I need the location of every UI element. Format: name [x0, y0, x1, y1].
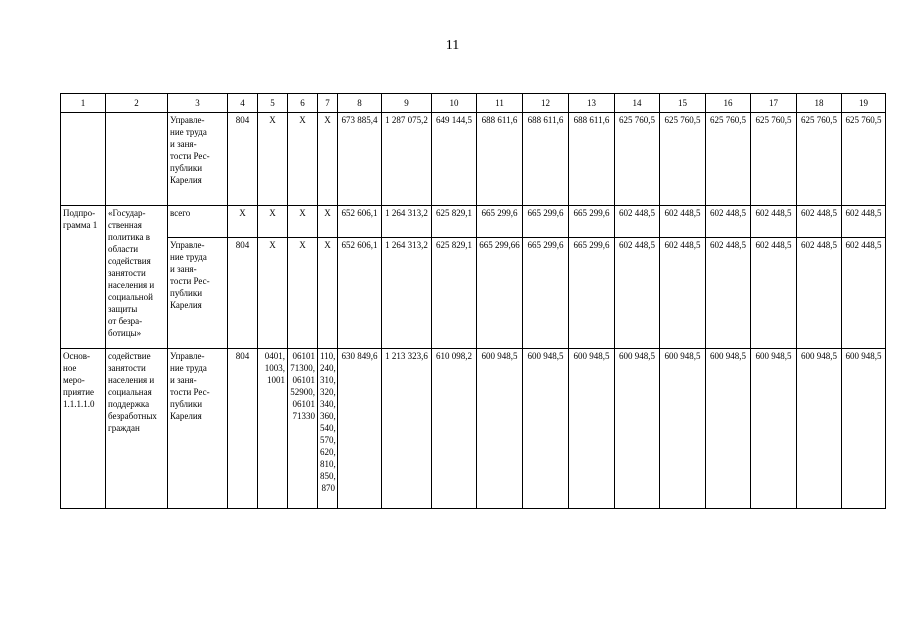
page-number: 11 — [445, 38, 460, 53]
code-cell: Х — [288, 113, 318, 206]
header-cell: 9 — [382, 94, 432, 113]
header-cell: 10 — [432, 94, 477, 113]
code-cell: 804 — [228, 113, 258, 206]
header-row — [61, 94, 886, 113]
header-cell: 18 — [797, 94, 842, 113]
code-cell: Х — [228, 206, 258, 238]
value-cell: 602 448,5 — [842, 206, 886, 238]
expense-code-cell: 110, 240, 310, 320, 340, 360, 540, 570, 620, 810, 850, 870 — [318, 349, 338, 509]
code-cell: Х — [288, 238, 318, 349]
value-cell: 688 611,6 — [569, 113, 615, 206]
value-cell: 665 299,6 — [477, 206, 523, 238]
value-cell: 665 299,6 — [569, 238, 615, 349]
value-cell: 602 448,5 — [615, 238, 660, 349]
code-cell: Х — [258, 206, 288, 238]
header-cell: 13 — [569, 94, 615, 113]
value-cell: 625 760,5 — [797, 113, 842, 206]
value-cell: 602 448,5 — [751, 238, 797, 349]
header-cell: 1 — [61, 94, 106, 113]
value-cell: 688 611,6 — [477, 113, 523, 206]
header-cell: 12 — [523, 94, 569, 113]
header-cell: 16 — [706, 94, 751, 113]
value-cell: 625 829,1 — [432, 238, 477, 349]
header-cell: 2 — [106, 94, 168, 113]
value-cell: 1 264 313,2 — [382, 206, 432, 238]
header-cell: 15 — [660, 94, 706, 113]
header-cell: 6 — [288, 94, 318, 113]
value-cell: 602 448,5 — [751, 206, 797, 238]
value-cell: 1 287 075,2 — [382, 113, 432, 206]
executor-cell: Управле- ние труда и заня- тости Рес- публики Карелия — [168, 349, 228, 509]
value-cell: 665 299,6 — [523, 206, 569, 238]
code-cell: 804 — [228, 349, 258, 509]
header-cell: 7 — [318, 94, 338, 113]
code-cell: Х — [258, 113, 288, 206]
value-cell: 602 448,5 — [797, 238, 842, 349]
program-type-cell — [61, 113, 106, 206]
budget-table — [60, 93, 886, 509]
table-row — [61, 238, 886, 349]
value-cell: 625 760,5 — [751, 113, 797, 206]
table-row — [61, 206, 886, 238]
value-cell: 600 948,5 — [751, 349, 797, 509]
value-cell: 652 606,1 — [338, 206, 382, 238]
value-cell: 625 760,5 — [660, 113, 706, 206]
header-cell: 17 — [751, 94, 797, 113]
program-type-cell: Подпро- грамма 1 — [61, 206, 106, 349]
value-cell: 602 448,5 — [842, 238, 886, 349]
section-code-cell: 0401, 1003, 1001 — [258, 349, 288, 509]
value-cell: 625 829,1 — [432, 206, 477, 238]
executor-cell: Управле- ние труда и заня- тости Рес- публики Карелия — [168, 238, 228, 349]
value-cell: 665 299,66 — [477, 238, 523, 349]
code-cell: Х — [288, 206, 318, 238]
value-cell: 630 849,6 — [338, 349, 382, 509]
value-cell: 602 448,5 — [660, 206, 706, 238]
header-cell: 14 — [615, 94, 660, 113]
code-cell: Х — [318, 206, 338, 238]
header-cell: 4 — [228, 94, 258, 113]
value-cell: 688 611,6 — [523, 113, 569, 206]
value-cell: 665 299,6 — [569, 206, 615, 238]
value-cell: 652 606,1 — [338, 238, 382, 349]
code-cell: Х — [318, 238, 338, 349]
value-cell: 600 948,5 — [797, 349, 842, 509]
header-cell: 11 — [477, 94, 523, 113]
value-cell: 600 948,5 — [842, 349, 886, 509]
table-row — [61, 349, 886, 509]
program-name-cell — [106, 113, 168, 206]
target-code-cell: 06101 71300, 06101 52900, 06101 71330 — [288, 349, 318, 509]
value-cell: 625 760,5 — [842, 113, 886, 206]
value-cell: 673 885,4 — [338, 113, 382, 206]
value-cell: 602 448,5 — [615, 206, 660, 238]
header-cell: 3 — [168, 94, 228, 113]
value-cell: 600 948,5 — [523, 349, 569, 509]
code-cell: 804 — [228, 238, 258, 349]
program-name-cell: содействие занятости населения и социальная поддержка безработных граждан — [106, 349, 168, 509]
value-cell: 625 760,5 — [615, 113, 660, 206]
header-cell: 8 — [338, 94, 382, 113]
program-type-cell: Основ- ное меро- приятие 1.1.1.1.0 — [61, 349, 106, 509]
code-cell: Х — [258, 238, 288, 349]
value-cell: 600 948,5 — [660, 349, 706, 509]
value-cell: 1 264 313,2 — [382, 238, 432, 349]
table-row — [61, 113, 886, 206]
value-cell: 600 948,5 — [615, 349, 660, 509]
value-cell: 602 448,5 — [706, 238, 751, 349]
value-cell: 602 448,5 — [797, 206, 842, 238]
header-cell: 19 — [842, 94, 886, 113]
executor-cell: Управле- ние труда и заня- тости Рес- публики Карелия — [168, 113, 228, 206]
code-cell: Х — [318, 113, 338, 206]
value-cell: 1 213 323,6 — [382, 349, 432, 509]
value-cell: 600 948,5 — [706, 349, 751, 509]
value-cell: 600 948,5 — [569, 349, 615, 509]
header-cell: 5 — [258, 94, 288, 113]
value-cell: 600 948,5 — [477, 349, 523, 509]
value-cell: 610 098,2 — [432, 349, 477, 509]
value-cell: 649 144,5 — [432, 113, 477, 206]
value-cell: 625 760,5 — [706, 113, 751, 206]
executor-cell: всего — [168, 206, 228, 238]
value-cell: 602 448,5 — [706, 206, 751, 238]
value-cell: 665 299,6 — [523, 238, 569, 349]
value-cell: 602 448,5 — [660, 238, 706, 349]
program-name-cell: «Государ- ственная политика в области содействия занятости населения и социальной защиты от безра- ботицы» — [106, 206, 168, 349]
